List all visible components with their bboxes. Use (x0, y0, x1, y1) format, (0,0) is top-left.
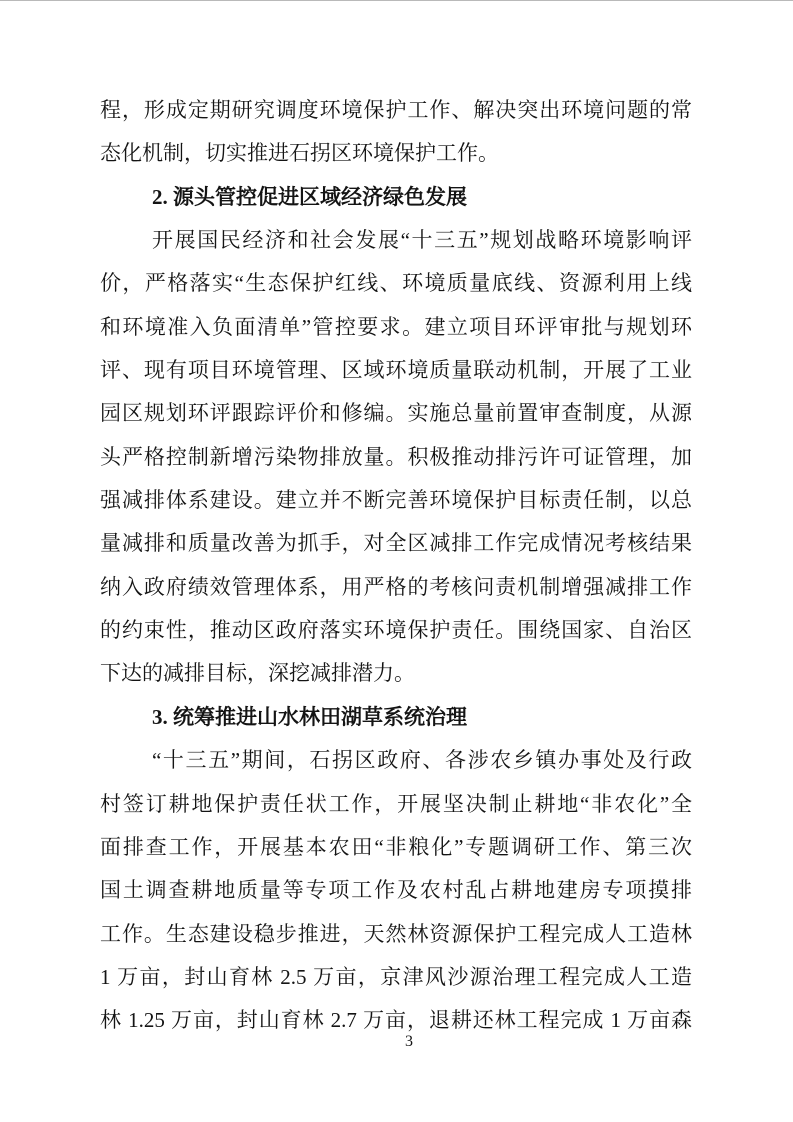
text-line: 态化机制，切实推进石拐区环境保护工作。 (100, 141, 499, 166)
text-line: “十三五”期间，石拐区政府、各涉农乡镇办事处及行政 (152, 748, 692, 773)
text-line: 开展国民经济和社会发展“十三五”规划战略环境影响评 (152, 228, 692, 253)
text-line: 工作。生态建设稳步推进，天然林资源保护工程完成人工造林 (100, 921, 692, 946)
text-line: 纳入政府绩效管理体系，用严格的考核问责机制增强减排工作 (100, 574, 692, 599)
text-line: 头严格控制新增污染物排放量。积极推动排污许可证管理，加 (100, 444, 692, 469)
section-heading: 2. 源头管控促进区域经济绿色发展 (152, 184, 467, 209)
text-line: 1 万亩，封山育林 2.5 万亩，京津风沙源治理工程完成人工造 (100, 964, 692, 989)
document-body (100, 89, 692, 1043)
page-number: 3 (405, 1033, 413, 1050)
text-line: 国土调查耕地质量等专项工作及农村乱占耕地建房专项摸排 (100, 878, 692, 903)
text-line: 和环境准入负面清单”管控要求。建立项目环评审批与规划环 (100, 314, 692, 339)
text-line: 量减排和质量改善为抓手，对全区减排工作完成情况考核结果 (100, 531, 692, 556)
text-line: 程，形成定期研究调度环境保护工作、解决突出环境问题的常 (100, 98, 692, 122)
text-line: 评、现有项目环境管理、区域环境质量联动机制，开展了工业 (100, 358, 692, 383)
text-line: 价，严格落实“生态保护红线、环境质量底线、资源利用上线 (100, 271, 692, 296)
text-line: 园区规划环评跟踪评价和修编。实施总量前置审查制度，从源 (100, 401, 692, 426)
text-line: 村签订耕地保护责任状工作，开展坚决制止耕地“非农化”全 (100, 791, 692, 816)
text-line: 林 1.25 万亩，封山育林 2.7 万亩，退耕还林工程完成 1 万亩森 (100, 1008, 692, 1033)
text-line: 面排查工作，开展基本农田“非粮化”专题调研工作、第三次 (100, 834, 692, 859)
text-line: 下达的减排目标，深挖减排潜力。 (100, 661, 415, 686)
text-line: 的约束性，推动区政府落实环境保护责任。围绕国家、自治区 (100, 618, 692, 643)
section-heading: 3. 统筹推进山水林田湖草系统治理 (152, 704, 467, 729)
text-line: 强减排体系建设。建立并不断完善环境保护目标责任制，以总 (100, 488, 692, 513)
